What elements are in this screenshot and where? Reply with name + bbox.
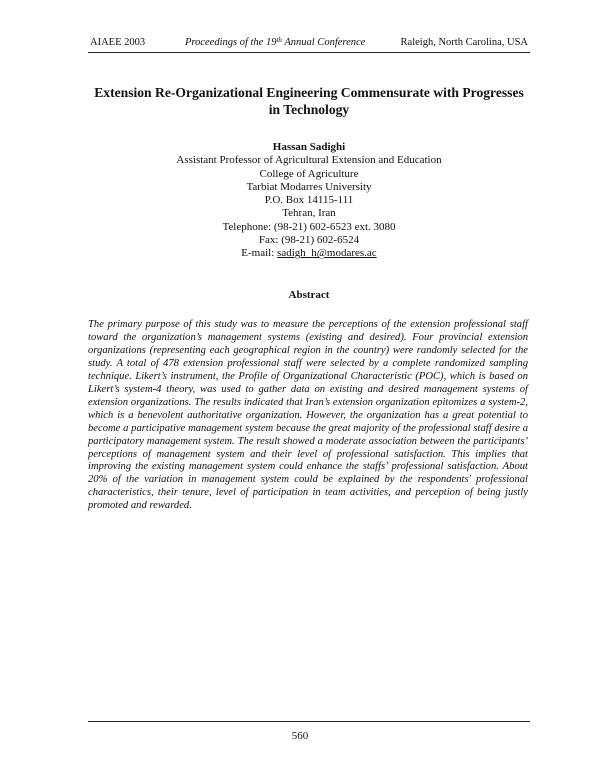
footer-divider [88,721,530,722]
abstract-heading: Abstract [288,289,330,301]
header-location: Raleigh, North Carolina, USA [400,37,528,48]
author-university: Tarbiat Modarres University [246,180,372,193]
author-po-box: P.O. Box 14115-111 [264,194,354,207]
author-fax: Fax: (98-21) 602-6524 [258,234,360,247]
paper-title [80,84,538,118]
header-proceedings-prefix: Proceedings of the 19 [185,37,277,48]
email-label: E-mail: [241,247,278,260]
abstract-body: The primary purpose of this study was to measure the perceptions of the extension professional staff toward the organization’s management systems (existing and desired). Four provincial extension organizations (representing each geographical region in the country) were randomly selected for the study. A total of 478 extension professional staff were selected by a complete randomized sampling technique. Likert’s instrument, the Profile of Organizational Characteristic (POC), which is based on Likert’s system-4 theory, was used to gather data on existing and desired management systems of extension organizations. The results indicated that Iran’s extension organization epitomizes a system-2, which is a benevolent authoritative organization. However, the organization has a great potential to become a participative management system because the great majority of the professional staff desire a participatory management system. The result showed a moderate association between the participants’ perceptions of management system and their level of professional satisfaction. This implies that improving the existing management system could enhance the staffs’ professional satisfaction. About 20% of the variation in management system could be explained by the respondents' professional characteristics, their tenure, level of participation in team activities, and perception of being justly promoted and rewarded. [88,319,528,512]
email-link[interactable]: sadigh_h@modares.ac [277,247,377,260]
header-proceedings-suffix: Annual Conference [281,37,366,48]
author-city: Tehran, Iran [282,207,336,220]
running-header [90,37,528,51]
paper-title-line-1: Extension Re-Organizational Engineering Commensurate with Progresses [94,85,524,100]
author-name: Hassan Sadighi [272,141,346,153]
header-conference-acronym: AIAEE 2003 [90,37,146,48]
page-number: 560 [291,730,309,742]
paper-title-line-2: in Technology [268,102,350,117]
author-block [80,141,538,261]
header-proceedings-title [185,37,365,48]
header-divider [88,52,530,53]
author-position: Assistant Professor of Agricultural Extension and Education [176,154,442,167]
author-college: College of Agriculture [259,167,359,180]
header-ordinal-suffix: th [276,36,282,44]
author-telephone: Telephone: (98-21) 602-6523 ext. 3080 [222,220,396,233]
author-email-line [80,247,538,260]
